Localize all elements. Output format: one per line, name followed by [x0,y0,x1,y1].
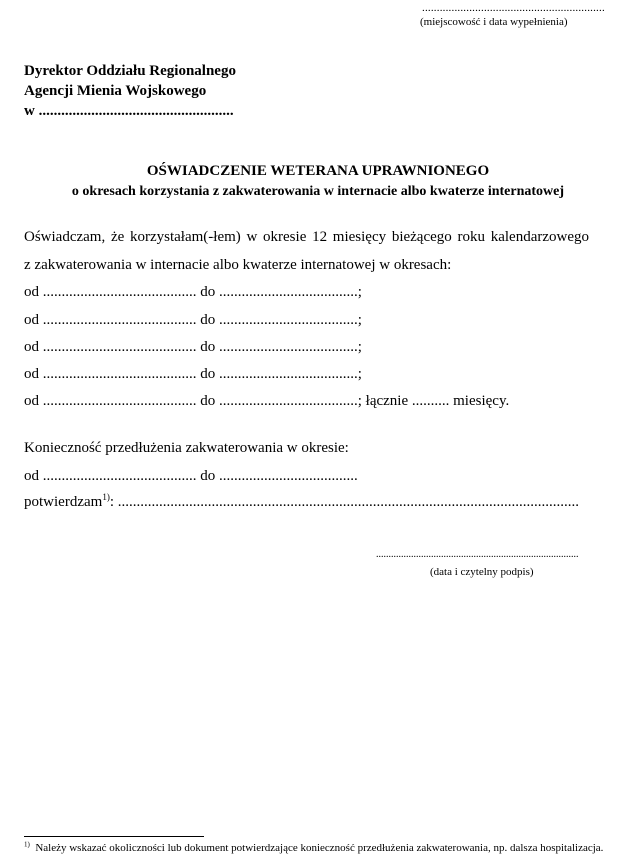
confirmation-label: potwierdzam [24,494,103,510]
period-field-4[interactable]: od ......................................... do .....................................; [24,366,362,382]
period-field-3[interactable]: od ......................................... do .....................................; [24,339,362,355]
extension-period-field[interactable]: od ......................................... do ..................................... [24,468,358,484]
document-subtitle: o okresach korzystania z zakwaterowania w internacie albo kwaterze internatowej [71,184,565,199]
addressee-location-field[interactable]: w .................................................... [24,103,234,119]
signature-field[interactable]: ................................................................................. [376,549,579,560]
period-field-2[interactable]: od ......................................... do .....................................; [24,312,362,328]
statement-line-1: Oświadczam, że korzystałam(-łem) w okresie 12 miesięcy bieżącego roku kalendarzowego [24,229,589,245]
footnote [24,842,603,854]
statement-line-2: z zakwaterowania w internacie albo kwaterze internatowej w okresach: [24,257,452,273]
addressee-line-2: Agencji Mienia Wojskowego [24,83,207,99]
footnote-marker: 1) [24,840,30,849]
period-field-5-total[interactable]: od ......................................... do .....................................; łącznie .......... miesięcy. [24,393,510,409]
footnote-divider [24,836,204,837]
addressee-line-1: Dyrektor Oddziału Regionalnego [24,63,236,79]
place-date-dots[interactable]: .............................................................. [422,2,605,14]
place-date-caption: (miejscowość i data wypełnienia) [420,16,568,28]
confirmation-dots[interactable]: : ........................................................................................................................... [109,494,579,510]
extension-label: Konieczność przedłużenia zakwaterowania w okresie: [24,440,349,456]
document-title: OŚWIADCZENIE WETERANA UPRAWNIONEGO [146,163,490,179]
footnote-text: Należy wskazać okoliczności lub dokument potwierdzające konieczność przedłużenia zakwaterowania, np. dalsza hospitalizacja. [35,842,604,854]
period-field-1[interactable]: od ......................................... do .....................................; [24,284,362,300]
footnote-reference: 1) [102,492,110,502]
confirmation-field[interactable] [24,494,579,511]
signature-caption: (data i czytelny podpis) [430,566,534,578]
